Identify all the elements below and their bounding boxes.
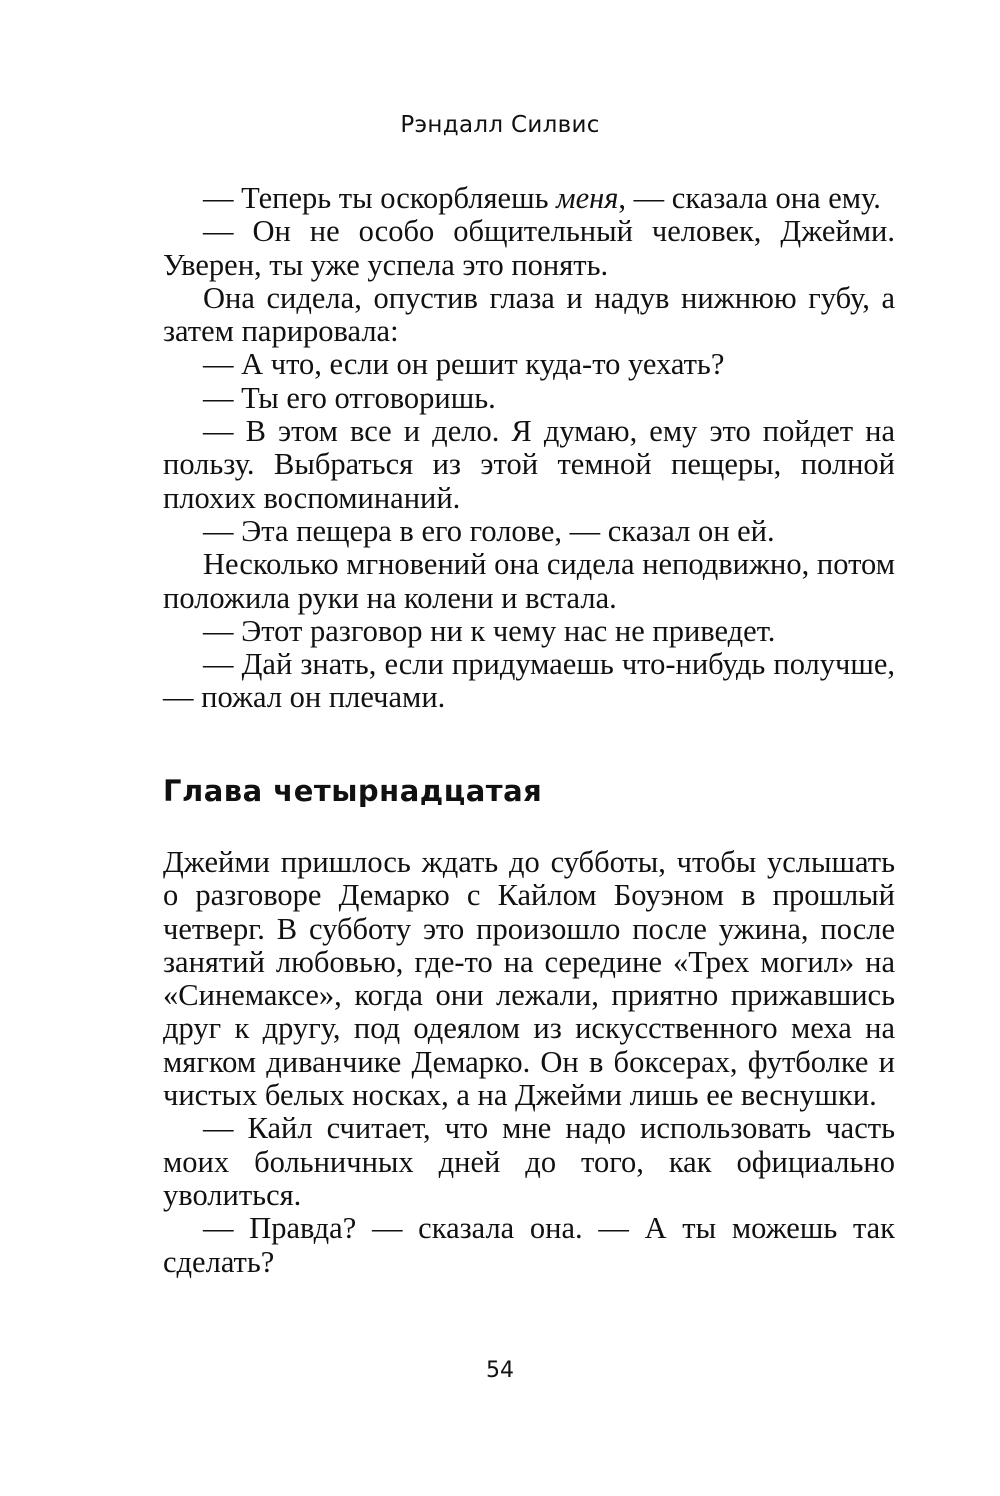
paragraph: — Ты его отговоришь. <box>203 380 496 415</box>
chapter-title: Глава четырнадцатая <box>163 774 543 808</box>
paragraph: — Этот разговор ни к чему нас не приведет. <box>203 613 776 648</box>
paragraph: Она сидела, опустив глаза и надув нижнюю губу, а затем парировала: <box>163 280 895 349</box>
paragraph: — Кайл считает, что мне надо использовать часть моих больничных дней до того, как официально уволиться. <box>163 1111 895 1212</box>
text-block-top <box>163 182 895 715</box>
paragraph-text: , — сказала она ему. <box>618 181 881 215</box>
paragraph <box>163 182 895 215</box>
paragraph: — Правда? — сказала она. — А ты можешь так сделать? <box>163 1211 895 1279</box>
running-header: Рэндалл Силвис <box>400 112 600 138</box>
paragraph: Джейми пришлось ждать до субботы, чтобы услышать о разговоре Демарко с Кайлом Боуэном в прошлый четверг. В субботу это произошло после ужина, после занятий любовью, где-то на середине «Трех могил» на «Синемаксе», когда они лежали, приятно прижавшись друг к другу, под одеялом из искусственного меха на мягком диванчике Демарко. Он в боксерах, футболке и чистых белых носках, а на Джейми лишь ее веснушки. <box>163 845 895 1113</box>
paragraph: Несколько мгновений она сидела неподвижно, потом положила руки на колени и встала. <box>163 547 895 615</box>
paragraph: — Он не особо общительный человек, Джейми. Уверен, ты уже успела это понять. <box>163 214 895 282</box>
emphasis-text: меня <box>556 181 619 215</box>
paragraph: — Дай знать, если придумаешь что-нибудь получше, — пожал он плечами. <box>163 647 895 715</box>
paragraph: — В этом все и дело. Я думаю, ему это пойдет на пользу. Выбраться из этой темной пещеры, полной плохих воспоминаний. <box>163 414 895 515</box>
page-number: 54 <box>486 1358 514 1383</box>
paragraph: — А что, если он решит куда-то уехать? <box>203 347 725 382</box>
paragraph: — Эта пещера в его голове, — сказал он ей. <box>203 513 775 548</box>
text-block-bottom <box>163 846 895 1279</box>
paragraph-text: — Теперь ты оскорбляешь <box>203 181 557 215</box>
